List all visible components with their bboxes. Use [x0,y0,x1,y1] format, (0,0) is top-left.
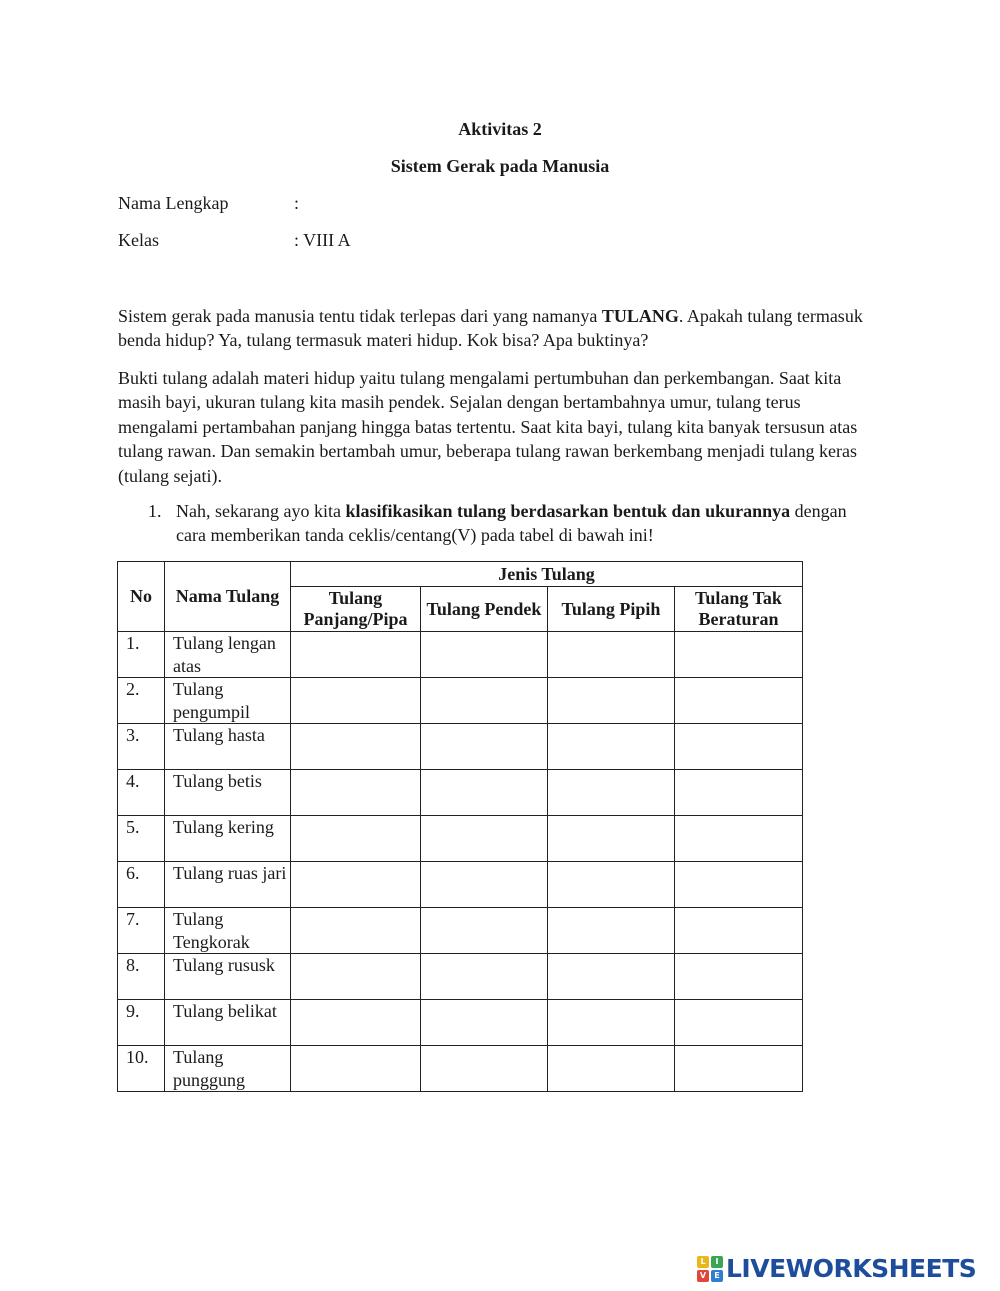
row-number: 7. [118,908,165,954]
instruction-text-start: Nah, sekarang ayo kita [176,501,346,521]
bone-name: Tulang Tengkorak [165,908,291,954]
check-cell-irregular[interactable] [675,1000,803,1046]
check-cell-irregular[interactable] [675,1046,803,1092]
check-cell-long[interactable] [291,724,421,770]
check-cell-flat[interactable] [548,862,675,908]
check-cell-irregular[interactable] [675,632,803,678]
bone-name: Tulang punggung [165,1046,291,1092]
header-long-bone: Tulang Panjang/Pipa [291,587,421,632]
header-no: No [118,562,165,632]
check-cell-flat[interactable] [548,770,675,816]
check-cell-long[interactable] [291,1000,421,1046]
bone-name: Tulang rususk [165,954,291,1000]
logo-block: V [697,1270,709,1282]
logo-wordmark: LIVEWORKSHEETS [726,1254,977,1283]
header-bone-name: Nama Tulang [165,562,291,632]
table-row [118,1000,803,1046]
instruction-number: 1. [148,501,162,521]
row-number: 8. [118,954,165,1000]
header-bone-type-group: Jenis Tulang [291,562,803,587]
check-cell-short[interactable] [421,954,548,1000]
check-cell-flat[interactable] [548,1000,675,1046]
name-value: : [294,193,300,213]
header-short-bone: Tulang Pendek [421,587,548,632]
check-cell-irregular[interactable] [675,678,803,724]
table-row [118,816,803,862]
logo-block: L [697,1256,709,1268]
evidence-paragraph: Bukti tulang adalah materi hidup yaitu tulang mengalami pertumbuhan dan perkembangan. Saat kita masih bayi, ukuran tulang kita masih pendek. Sejalan dengan bertambahnya umur, tulang terus mengalami pertambahan panjang hingga batas tertentu. Saat kita bayi, tulang kita banyak tersusun atas tulang rawan. Dan semakin bertambah umur, beberapa tulang rawan berkembang menjadi tulang keras (tulang sejati). [118,368,858,486]
check-cell-long[interactable] [291,954,421,1000]
check-cell-flat[interactable] [548,954,675,1000]
logo-block: E [711,1270,723,1282]
bone-name: Tulang ruas jari [165,862,291,908]
table-row [118,770,803,816]
check-cell-irregular[interactable] [675,770,803,816]
logo-blocks-icon [697,1256,723,1282]
worksheet-subtitle: Sistem Gerak pada Manusia [390,156,610,176]
check-cell-short[interactable] [421,862,548,908]
check-cell-irregular[interactable] [675,724,803,770]
check-cell-long[interactable] [291,632,421,678]
intro-text-end: . Apakah tulang termasuk benda hidup? Ya, tulang termasuk materi hidup. Kok bisa? Apa buktinya? [118,306,863,351]
table-row [118,678,803,724]
check-cell-flat[interactable] [548,724,675,770]
check-cell-short[interactable] [421,1046,548,1092]
check-cell-short[interactable] [421,908,548,954]
table-row [118,724,803,770]
logo-block: I [711,1256,723,1268]
bone-name: Tulang belikat [165,1000,291,1046]
row-number: 3. [118,724,165,770]
intro-text-start: Sistem gerak pada manusia tentu tidak terlepas dari yang namanya [118,306,602,326]
bone-name: Tulang lengan atas [165,632,291,678]
check-cell-flat[interactable] [548,678,675,724]
instruction-text-end: dengan cara memberikan tanda ceklis/centang(V) pada tabel di bawah ini! [176,501,847,546]
bone-name: Tulang pengumpil [165,678,291,724]
check-cell-short[interactable] [421,816,548,862]
check-cell-long[interactable] [291,816,421,862]
check-cell-long[interactable] [291,1046,421,1092]
instruction-text [176,499,868,548]
table-row [118,908,803,954]
check-cell-long[interactable] [291,770,421,816]
table-row [118,632,803,678]
row-number: 5. [118,816,165,862]
bone-name: Tulang kering [165,816,291,862]
check-cell-long[interactable] [291,862,421,908]
check-cell-long[interactable] [291,908,421,954]
check-cell-irregular[interactable] [675,862,803,908]
table-row [118,862,803,908]
bone-classification-table [117,561,803,1092]
intro-bold-term: TULANG [601,306,679,326]
check-cell-short[interactable] [421,632,548,678]
check-cell-irregular[interactable] [675,908,803,954]
row-number: 1. [118,632,165,678]
check-cell-flat[interactable] [548,1046,675,1092]
check-cell-flat[interactable] [548,816,675,862]
liveworksheets-logo[interactable] [697,1256,976,1282]
bone-name: Tulang hasta [165,724,291,770]
class-label: Kelas [118,230,159,250]
bone-name: Tulang betis [165,770,291,816]
check-cell-short[interactable] [421,770,548,816]
row-number: 6. [118,862,165,908]
class-value: : VIII A [294,230,351,250]
check-cell-long[interactable] [291,678,421,724]
check-cell-irregular[interactable] [675,816,803,862]
intro-paragraph [118,304,870,353]
check-cell-short[interactable] [421,1000,548,1046]
table-row [118,954,803,1000]
header-flat-bone: Tulang Pipih [548,587,675,632]
table-row [118,1046,803,1092]
row-number: 4. [118,770,165,816]
check-cell-short[interactable] [421,678,548,724]
header-irregular-bone: Tulang Tak Beraturan [675,587,803,632]
row-number: 10. [118,1046,165,1092]
instruction-bold-text: klasifikasikan tulang berdasarkan bentuk dan ukurannya [345,501,791,521]
check-cell-flat[interactable] [548,632,675,678]
row-number: 9. [118,1000,165,1046]
check-cell-flat[interactable] [548,908,675,954]
activity-title: Aktivitas 2 [458,119,542,139]
name-label: Nama Lengkap [118,193,229,213]
check-cell-short[interactable] [421,724,548,770]
row-number: 2. [118,678,165,724]
check-cell-irregular[interactable] [675,954,803,1000]
